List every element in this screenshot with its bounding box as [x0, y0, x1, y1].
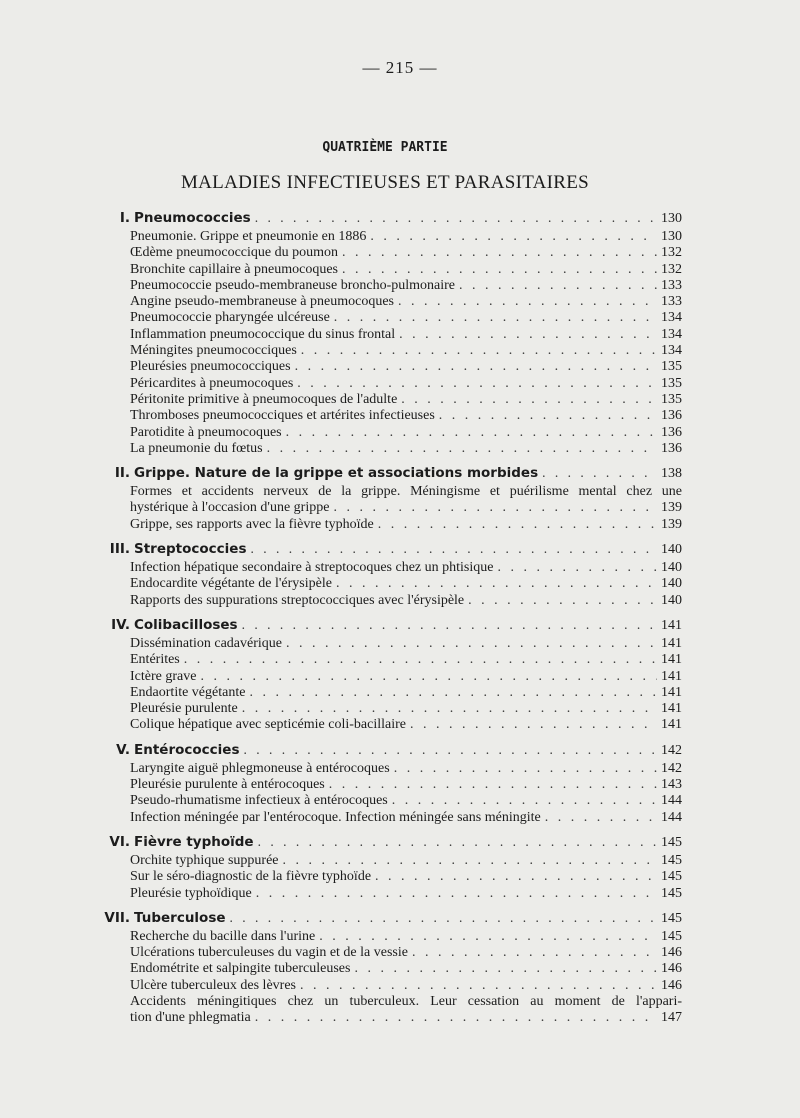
dot-leader	[394, 761, 657, 777]
dot-leader	[398, 294, 657, 310]
dot-leader	[392, 793, 657, 809]
entry-page: 134	[661, 326, 682, 342]
section-numeral: VI.	[109, 833, 130, 850]
entry-title: Entérites	[130, 652, 180, 668]
toc-entry	[130, 593, 682, 609]
entry-title: Infection méningée par l'entérocoque. Infection méningée sans méningite	[130, 809, 541, 825]
entry-page: 133	[661, 277, 682, 293]
entry-page: 132	[661, 261, 682, 277]
toc-entry	[130, 560, 682, 576]
dot-leader	[297, 376, 657, 392]
section-title: Entérococcies	[134, 741, 240, 758]
toc-entry	[130, 777, 682, 793]
section-header	[100, 832, 682, 853]
toc-entry	[130, 652, 682, 668]
toc-entry	[130, 853, 682, 869]
toc-entry	[130, 441, 682, 457]
section-page: 138	[661, 466, 682, 482]
entry-page: 140	[661, 592, 682, 608]
entry-page: 134	[661, 343, 682, 359]
dot-leader	[542, 463, 657, 483]
toc-entry	[130, 717, 682, 733]
entry-page: 141	[661, 684, 682, 700]
entry-title: Pleurésie purulente	[130, 701, 238, 717]
entry-page: 144	[661, 793, 682, 809]
dot-leader	[184, 652, 657, 668]
toc-entry	[130, 343, 682, 359]
toc-entry	[130, 245, 682, 261]
section-numeral: IV.	[111, 616, 130, 633]
entry-title: Formes et accidents nerveux de la grippe. Méningisme et puérilisme mental chez une	[130, 484, 682, 500]
toc-entry	[130, 701, 682, 717]
dot-leader	[336, 576, 657, 592]
dot-leader	[459, 278, 657, 294]
dot-leader	[342, 245, 657, 261]
toc-entry	[130, 761, 682, 777]
entry-page: 141	[661, 635, 682, 651]
toc-entry	[130, 310, 682, 326]
entry-page: 145	[661, 852, 682, 868]
entry-page: 139	[661, 500, 682, 516]
entry-title: Pleurésie purulente à entérocoques	[130, 777, 325, 793]
toc-entry	[130, 359, 682, 375]
entry-page: 145	[661, 869, 682, 885]
section-numeral: II.	[114, 465, 130, 482]
toc-entry	[130, 685, 682, 701]
section-numeral: VII.	[104, 909, 130, 926]
toc-entry	[130, 869, 682, 885]
dot-leader	[242, 701, 657, 717]
entry-page: 145	[661, 885, 682, 901]
dot-leader	[468, 593, 657, 609]
entry-page: 135	[661, 375, 682, 391]
dot-leader	[286, 425, 657, 441]
toc-entry	[130, 262, 682, 278]
entry-title: Pneumococcie pharyngée ulcéreuse	[130, 310, 330, 326]
toc-entry	[130, 810, 682, 826]
section-page: 130	[661, 211, 682, 226]
dot-leader	[255, 1010, 657, 1026]
dot-leader	[410, 717, 657, 733]
toc-entry	[130, 793, 682, 809]
entry-page: 142	[661, 760, 682, 776]
entry-title: La pneumonie du fœtus	[130, 440, 263, 456]
entry-page: 144	[661, 809, 682, 825]
page-number: — 215 —	[362, 58, 438, 77]
section-title: Fièvre typhoïde	[134, 833, 254, 850]
toc-entry	[130, 229, 682, 245]
dot-leader	[378, 517, 657, 533]
entry-page: 141	[661, 652, 682, 668]
entry-title-continued: hystérique à l'occasion d'une grippe	[130, 500, 330, 516]
toc-entry	[130, 576, 682, 592]
entry-title: Péricardites à pneumocoques	[130, 375, 294, 391]
entry-title: Péritonite primitive à pneumocoques de l'adulte	[130, 391, 398, 407]
section-page: 141	[661, 617, 682, 633]
dot-leader	[545, 810, 657, 826]
entry-title: Rapports des suppurations streptococciques avec l'érysipèle	[130, 592, 465, 608]
entry-page: 140	[661, 576, 682, 592]
section-header	[100, 740, 682, 761]
entry-title: Endocardite végétante de l'érysipèle	[130, 576, 332, 592]
entry-title: Ulcérations tuberculeuses du vagin et de la vessie	[130, 945, 408, 961]
entry-page: 141	[661, 717, 682, 733]
entry-title: Thromboses pneumococciques et artérites infectieuses	[130, 408, 435, 424]
section-numeral: V.	[116, 741, 130, 758]
entry-title: Colique hépatique avec septicémie coli-bacillaire	[130, 717, 406, 733]
entry-page: 146	[661, 961, 682, 977]
toc-entry	[130, 278, 682, 294]
dot-leader	[255, 208, 657, 228]
toc-entry	[130, 994, 682, 1027]
dot-leader	[230, 908, 657, 928]
entry-title: Grippe, ses rapports avec la fièvre typhoïde	[130, 516, 374, 532]
entry-title: Orchite typhique suppurée	[130, 852, 279, 868]
entry-title: Ictère grave	[130, 668, 197, 684]
entry-title: Pneumonie. Grippe et pneumonie en 1886	[130, 229, 367, 244]
part-title: MALADIES INFECTIEUSES ET PARASITAIRES	[180, 172, 590, 193]
toc-entry	[130, 327, 682, 343]
dot-leader	[267, 441, 657, 457]
dot-leader	[370, 229, 657, 245]
toc-entry	[130, 886, 682, 902]
entry-page: 146	[661, 945, 682, 961]
entry-title: Œdème pneumococcique du poumon	[130, 245, 339, 261]
section-header	[100, 539, 682, 560]
dot-leader	[412, 945, 657, 961]
table-of-contents	[100, 208, 682, 1027]
dot-leader	[333, 500, 657, 516]
entry-title: Parotidite à pneumocoques	[130, 424, 282, 440]
dot-leader	[342, 262, 657, 278]
entry-page: 135	[661, 391, 682, 407]
entry-title: Pneumococcie pseudo-membraneuse broncho-pulmonaire	[130, 277, 456, 293]
entry-page: 147	[661, 1010, 682, 1026]
dot-leader	[375, 869, 657, 885]
section-header	[100, 615, 682, 636]
section-numeral: I.	[119, 210, 130, 226]
entry-page: 141	[661, 701, 682, 717]
dot-leader	[401, 392, 657, 408]
entry-page: 143	[661, 777, 682, 793]
entry-page: 140	[661, 560, 682, 576]
entry-page: 146	[661, 977, 682, 993]
toc-entry	[130, 392, 682, 408]
section-header	[100, 463, 682, 484]
entry-page: 141	[661, 668, 682, 684]
entry-page: 134	[661, 310, 682, 326]
section-page: 145	[661, 910, 682, 926]
entry-page: 130	[661, 229, 682, 244]
dot-leader	[250, 539, 657, 559]
entry-title-continued: tion d'une phlegmatia	[130, 1010, 251, 1026]
dot-leader	[329, 777, 657, 793]
dot-leader	[439, 408, 657, 424]
entry-page: 136	[661, 440, 682, 456]
section-title: Streptococcies	[134, 541, 247, 558]
entry-page: 139	[661, 516, 682, 532]
dot-leader	[283, 853, 657, 869]
dot-leader	[243, 740, 657, 760]
toc-entry	[130, 945, 682, 961]
dot-leader	[286, 636, 657, 652]
entry-page: 133	[661, 294, 682, 310]
section-title: Pneumococcies	[134, 210, 251, 226]
dot-leader	[249, 685, 657, 701]
toc-entry	[130, 376, 682, 392]
dot-leader	[497, 560, 657, 576]
dot-leader	[300, 978, 657, 994]
section-page: 145	[661, 834, 682, 850]
entry-title: Laryngite aiguë phlegmoneuse à entérocoques	[130, 760, 390, 776]
entry-title: Recherche du bacille dans l'urine	[130, 928, 316, 944]
section-title: Colibacilloses	[134, 616, 238, 633]
dot-leader	[399, 327, 657, 343]
entry-page: 132	[661, 245, 682, 261]
entry-title: Pleurésies pneumococciques	[130, 359, 291, 375]
entry-title: Ulcère tuberculeux des lèvres	[130, 977, 296, 993]
entry-title: Angine pseudo-membraneuse à pneumocoques	[130, 294, 394, 310]
dot-leader	[295, 359, 657, 375]
toc-entry	[130, 517, 682, 533]
dot-leader	[319, 929, 657, 945]
section-title: Grippe. Nature de la grippe et associations morbides	[134, 465, 539, 482]
toc-entry	[130, 929, 682, 945]
dot-leader	[258, 832, 657, 852]
dot-leader	[301, 343, 657, 359]
section-page: 142	[661, 742, 682, 758]
toc-entry	[130, 978, 682, 994]
toc-entry	[130, 961, 682, 977]
dot-leader	[200, 669, 657, 685]
dot-leader	[334, 310, 657, 326]
entry-title: Pseudo-rhumatisme infectieux à entérocoques	[130, 793, 388, 809]
entry-title: Méningites pneumococciques	[130, 343, 297, 359]
entry-title: Sur le séro-diagnostic de la fièvre typhoïde	[130, 869, 372, 885]
entry-page: 145	[661, 928, 682, 944]
entry-title: Pleurésie typhoïdique	[130, 885, 252, 901]
entry-title: Infection hépatique secondaire à streptocoques chez un phtisique	[130, 560, 494, 576]
entry-page: 135	[661, 359, 682, 375]
entry-title: Accidents méningitiques chez un tuberculeux. Leur cessation au moment de l'appari-	[130, 993, 682, 1009]
dot-leader	[354, 961, 657, 977]
entry-title: Dissémination cadavérique	[130, 635, 283, 651]
toc-entry	[130, 484, 682, 517]
entry-title: Inflammation pneumococcique du sinus frontal	[130, 326, 396, 342]
section-title: Tuberculose	[134, 909, 226, 926]
toc-entry	[130, 408, 682, 424]
toc-entry	[130, 425, 682, 441]
section-numeral: III.	[109, 541, 130, 558]
entry-title: Endaortite végétante	[130, 684, 246, 700]
section-header	[100, 208, 682, 229]
entry-title: Endométrite et salpingite tuberculeuses	[130, 961, 351, 977]
section-page: 140	[661, 542, 682, 558]
toc-entry	[130, 669, 682, 685]
toc-entry	[130, 294, 682, 310]
dot-leader	[242, 615, 657, 635]
part-label: QUATRIÈME PARTIE	[322, 140, 448, 155]
entry-title: Bronchite capillaire à pneumocoques	[130, 261, 338, 277]
section-header	[100, 908, 682, 929]
dot-leader	[256, 886, 657, 902]
entry-page: 136	[661, 408, 682, 424]
toc-entry	[130, 636, 682, 652]
entry-page: 136	[661, 424, 682, 440]
